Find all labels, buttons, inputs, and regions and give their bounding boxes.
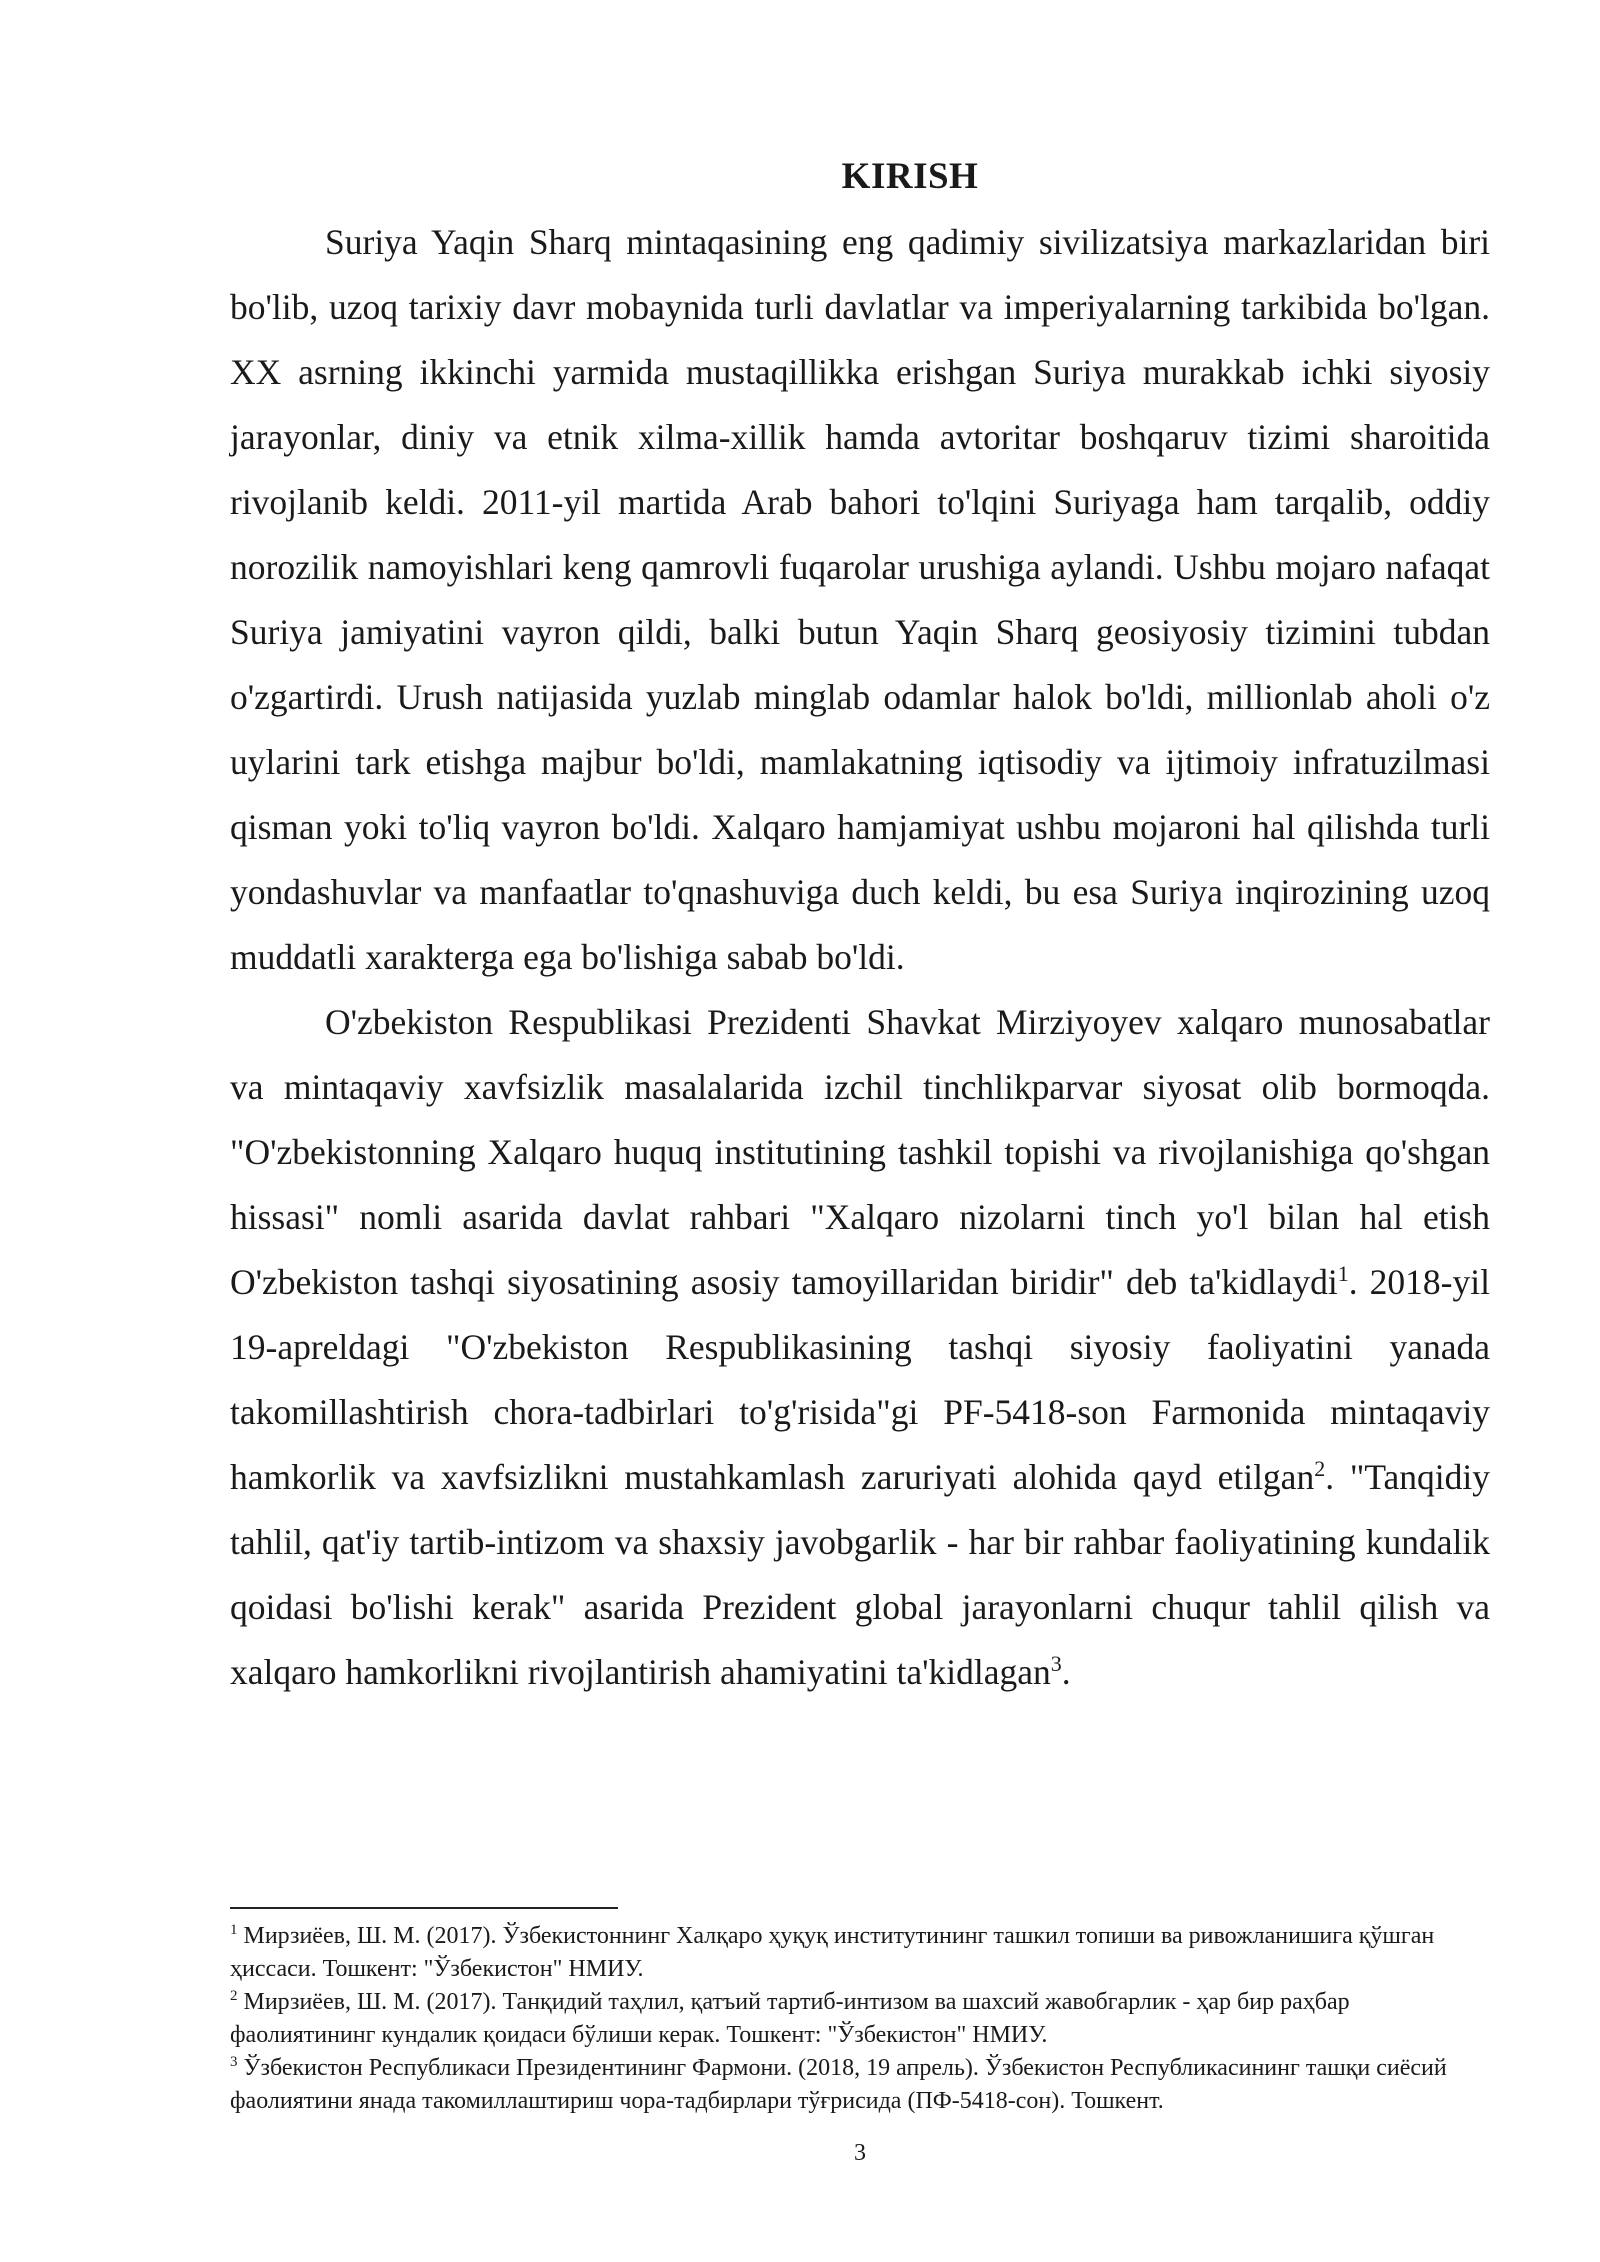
paragraph-text: Suriya Yaqin Sharq mintaqasining eng qadimiy sivilizatsiya markazlaridan biri bo'lib, uzoq tarixiy davr mobaynida turli davlatlar va imperiyalarning tarkibida bo'lgan. XX asrning ikkinchi yarmida mustaqillikka erishgan Suriya murakkab ichki siyosiy jarayonlar, diniy va etnik xilma-xillik hamda avtoritar boshqaruv tizimi sharoitida rivojlanib keldi. 2011-yil martida Arab bahori to'lqini Suriyaga ham tarqalib, oddiy norozilik namoyishlari keng qamrovli fuqarolar urushiga aylandi. Ushbu mojaro nafaqat Suriya jamiyatini vayron qildi, balki butun Yaqin Sharq geosiyosiy tizimini tubdan o'zgartirdi. Urush natijasida yuzlab minglab odamlar halok bo'ldi, millionlab aholi o'z uylarini tark etishga majbur bo'ldi, mamlakatning iqtisodiy va ijtimoiy infratuzilmasi qisman yoki to'liq vayron bo'ldi. Xalqaro hamjamiyat ushbu mojaroni hal qilishda turli yondashuvlar va manfaatlar to'qnashuviga duch keldi, bu esa Suriya inqirozining uzoq muddatli xarakterga ega bo'lishiga sabab bo'ldi. [230,222,1490,977]
body-text [230,210,1490,1705]
paragraph-text: . 2018-yil 19-apreldagi "O'zbekiston Respublikasining tashqi siyosiy faoliyatini yanada takomillashtirish chora-tadbirlari to'g'risida"gi PF-5418-son Farmonida mintaqaviy hamkorlik va xavfsizlikni mustahkamlash zaruriyati alohida qayd etilgan [230,1262,1490,1497]
page-title: KIRISH [841,156,979,197]
paragraph-text: . [1061,1652,1071,1692]
footnote-text: Мирзиёев, Ш. М. (2017). Танқидий таҳлил, қатъий тартиб-интизом ва шахсий жавобгарлик - ҳар бир раҳбар фаолиятининг кундалик қоидаси бўлиши керак. Тошкент: "Ўзбекистон" НМИУ. [230,1989,1350,2048]
paragraph-2 [230,990,1490,1705]
paragraph-text: O'zbekiston Respublikasi Prezidenti Shavkat Mirziyoyev xalqaro munosabatlar va mintaqaviy xavfsizlik masalalarida izchil tinchlikparvar siyosat olib bormoqda. "O'zbekistonning Xalqaro huquq institutining tashkil topishi va rivojlanishiga qo'shgan hissasi" nomli asarida davlat rahbari "Xalqaro nizolarni tinch yo'l bilan hal etish O'zbekiston tashqi siyosatining asosiy tamoyillaridan biridir" deb ta'kidlaydi [230,1002,1490,1302]
paragraph-1 [230,210,1490,990]
footnote-3 [230,2052,1490,2118]
footnote-separator [230,1907,618,1909]
footnotes [230,1920,1490,2118]
footnote-1 [230,1920,1490,1986]
footnote-text: Мирзиёев, Ш. М. (2017). Ўзбекистоннинг Халқаро ҳуқуқ институтининг ташкил топиши ва ривожланишига қўшган ҳиссаси. Тошкент: "Ўзбекистон" НМИУ. [230,1923,1435,1982]
footnote-text: Ўзбекистон Республикаси Президентининг Фармони. (2018, 19 апрель). Ўзбекистон Республикасининг ташқи сиёсий фаолиятини янада такомиллаштириш чора-тадбирлари тўғрисида (ПФ-5418-сон). Тошкент. [230,2055,1447,2114]
footnote-number: 2 [230,1988,238,2004]
footnote-number: 1 [230,1922,238,1938]
footnote-reference[interactable]: 2 [1314,1456,1326,1482]
footnote-reference[interactable]: 1 [1337,1261,1349,1287]
footnote-number: 3 [230,2054,238,2070]
paragraph-text: . "Tanqidiy tahlil, qat'iy tartib-intizom va shaxsiy javobgarlik - har bir rahbar faoliyatining kundalik qoidasi bo'lishi kerak" asarida Prezident global jarayonlarni chuqur tahlil qilish va xalqaro hamkorlikni rivojlantirish ahamiyatini ta'kidlagan [230,1457,1491,1692]
footnote-reference[interactable]: 3 [1050,1651,1062,1677]
page-number: 3 [854,2140,866,2166]
footnote-2 [230,1986,1490,2052]
